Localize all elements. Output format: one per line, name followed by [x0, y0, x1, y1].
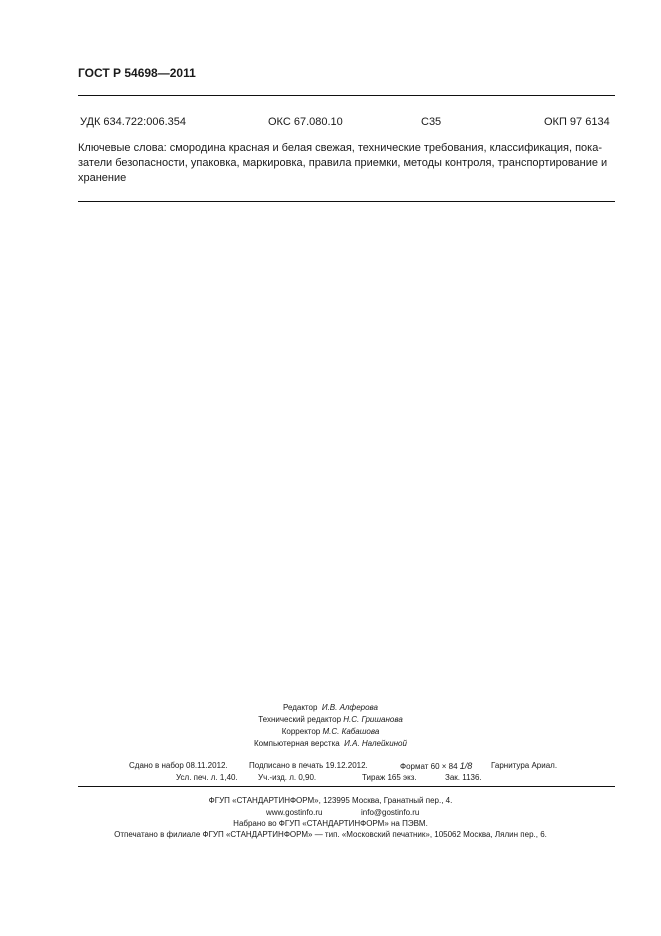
staff-name: И.В. Алферова: [321, 703, 379, 712]
print-run: Тираж 165 экз.: [362, 773, 417, 782]
keywords-line: хранение: [78, 172, 127, 184]
document-title: ГОСТ Р 54698—2011: [78, 66, 196, 80]
print-format-fraction: 1/8: [459, 761, 473, 771]
keywords-divider: [78, 201, 615, 202]
group-code: С35: [421, 116, 442, 128]
print-signed: Подписано в печать 19.12.2012.: [249, 761, 368, 770]
okp-code: ОКП 97 6134: [544, 116, 610, 128]
print-submitted: Сдано в набор 08.11.2012.: [129, 761, 228, 770]
keywords-paragraph: [78, 141, 618, 186]
staff-tech-editor: [0, 715, 661, 724]
staff-role: Компьютерная верстка: [254, 739, 340, 748]
imprint-divider: [78, 786, 615, 787]
staff-name: И.А. Налейкиной: [344, 739, 407, 748]
header-divider: [78, 95, 615, 96]
print-font: Гарнитура Ариал.: [491, 761, 558, 770]
publisher-address: ФГУП «СТАНДАРТИНФОРМ», 123995 Москва, Гранатный пер., 4.: [208, 796, 453, 805]
udk-code: УДК 634.722:006.354: [80, 116, 186, 128]
staff-role: Редактор: [282, 703, 318, 712]
publisher-email[interactable]: info@gostinfo.ru: [361, 808, 420, 817]
print-order: Зак. 1136.: [445, 773, 482, 782]
print-sheets: Усл. печ. л. 1,40.: [176, 773, 238, 782]
print-edition-sheets: Уч.-изд. л. 0,90.: [258, 773, 317, 782]
print-format-prefix: Формат 60 × 84: [400, 762, 458, 771]
print-format: [400, 761, 472, 771]
publisher-printed: Отпечатано в филиале ФГУП «СТАНДАРТИНФОРМ» — тип. «Московский печатник», 105062 Москва, Лялин пер., 6.: [114, 830, 547, 839]
staff-role: Корректор: [281, 727, 321, 736]
staff-name: М.С. Кабашова: [322, 727, 380, 736]
keywords-line: затели безопасности, упаковка, маркировка, правила приемки, методы контроля, транспортирование и: [78, 157, 608, 169]
staff-role: Технический редактор: [258, 715, 342, 724]
staff-editor: [0, 703, 661, 712]
staff-proofreader: [0, 727, 661, 736]
staff-name: Н.С. Гришанова: [343, 715, 403, 724]
publisher-website[interactable]: www.gostinfo.ru: [266, 808, 323, 817]
staff-layout: [0, 739, 661, 748]
publisher-typeset: Набрано во ФГУП «СТАНДАРТИНФОРМ» на ПЭВМ.: [233, 819, 428, 828]
keywords-line: Ключевые слова: смородина красная и белая свежая, технические требования, классификация, пока-: [78, 142, 602, 154]
oks-code: ОКС 67.080.10: [268, 116, 343, 128]
